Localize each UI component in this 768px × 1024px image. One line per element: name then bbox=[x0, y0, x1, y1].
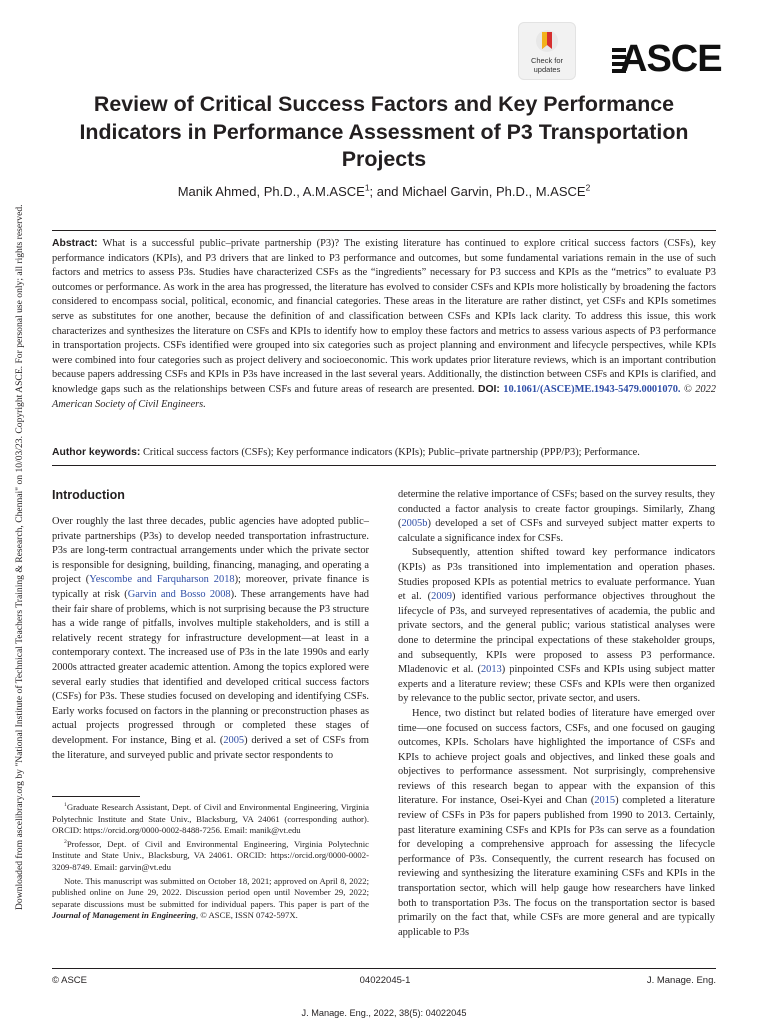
footnote-marker: 2 bbox=[64, 838, 67, 845]
doi-link[interactable]: 10.1061/(ASCE)ME.1943-5479.0001070. bbox=[499, 383, 681, 395]
left-column bbox=[52, 515, 369, 763]
paragraph bbox=[398, 707, 715, 941]
text-run: ) identified various performance objectives throughout the lifecycle of P3s, and surveyed representatives of academia, the public and private sectors, and the general public; various statistical analyses were done to determine the principal expectations of these stakeholder groups, and subsequently, KPIs were proposed to assess P3 performance. Mladenovic et al. ( bbox=[398, 591, 715, 676]
citation-link[interactable]: Garvin and Bosso 2008 bbox=[127, 588, 231, 600]
note-text: , © ASCE, ISSN 0742-597X. bbox=[195, 910, 298, 921]
badge-line-1: Check for bbox=[530, 56, 564, 65]
asce-logo bbox=[612, 38, 732, 82]
text-run: ). These arrangements have had their fair share of problems, which is not surprising because the P3 structure has a wide range of pitfalls, involves multiple stakeholders, and is still a relatively recent strategy for infrastructure development—at least in a contemporary context. The increased use of P3s in the late 1990s and early 2000s attracted greater academic attention. Among the topics explored were several early studies that identified and developed critical success factors (CSFs) for P3s. These studies focused on developing and identifying CSFs. Early works focused on factors in the planning or preconstruction phases as actual projects progressed through or completed these stages of development. For instance, Bing et al. ( bbox=[52, 588, 369, 746]
text-run: ); moreover, private finance is typically at risk ( bbox=[52, 574, 370, 600]
text-run: Subsequently, attention shifted toward key performance indicators (KPIs) as P3s transitioned into implementation and operation phases. Studies proposed KPIs as potential metrics to evaluate performance. Yuan et al. ( bbox=[398, 547, 715, 603]
footnote-marker: 1 bbox=[64, 802, 67, 809]
citation-link[interactable]: 2005 bbox=[223, 734, 245, 746]
right-column bbox=[398, 488, 715, 940]
author-line bbox=[60, 184, 708, 199]
footer-copyright: © ASCE bbox=[52, 975, 87, 986]
author-2-affil: 2 bbox=[585, 182, 591, 193]
text-run: Hence, two distinct but related bodies of literature have emerged over time—one focused on success factors, CSFs, and one focused on gauging outcomes, KPIs. Scholars have highlighted the importance of CSFs and KPIs to achieve project goals and objectives, and linked these goals and objectives to performance assessment. Not surprisingly, comprehensive reviews of this research began to appear with the expansion of this literature. For instance, Osei-Kyei and Chan ( bbox=[398, 707, 715, 807]
download-notice bbox=[2, 130, 25, 910]
abstract bbox=[52, 237, 716, 412]
download-notice-text: Downloaded from ascelibrary.org by "National Institute of Technical Teachers Training & Research, Chennai" on 10/03/23. Copyright ASCE. For personal use only; all rights reserved. bbox=[14, 204, 25, 910]
abstract-top-rule bbox=[52, 230, 716, 231]
text-run: ) pinpointed CSFs and KPIs using subject matter experts and a literature review; these CSFs and KPIs were then organized by relevance to the public sector, private sector, and users. bbox=[398, 664, 715, 705]
citation-link[interactable]: 2013 bbox=[480, 664, 502, 676]
copyright-notice: © 2022 American Society of Civil Engineers. bbox=[52, 383, 716, 410]
paragraph bbox=[398, 546, 715, 707]
keywords-label: Author keywords: bbox=[52, 447, 141, 458]
citation-link[interactable]: 2015 bbox=[594, 795, 616, 807]
manuscript-note bbox=[52, 876, 369, 922]
citation-link[interactable]: 2005b bbox=[401, 518, 428, 530]
author-1: Manik Ahmed, Ph.D., A.M.ASCE bbox=[177, 184, 365, 199]
footer-journal: J. Manage. Eng. bbox=[646, 975, 716, 986]
note-text: Note. This manuscript was submitted on October 18, 2021; approved on April 8, 2022; published online on June 29, 2022. Discussion period open until November 29, 2022; separate discussions must be submitted for individual papers. This paper is part of the bbox=[52, 875, 369, 909]
footnote-rule bbox=[52, 796, 140, 797]
doi-label: DOI: bbox=[477, 383, 500, 395]
keywords-bottom-rule bbox=[52, 465, 716, 466]
check-for-updates-badge[interactable] bbox=[518, 22, 576, 80]
abstract-label: Abstract: bbox=[52, 238, 98, 249]
paragraph bbox=[398, 488, 715, 546]
author-keywords bbox=[52, 446, 716, 460]
badge-line-2: updates bbox=[533, 65, 561, 74]
paper-title: Review of Critical Success Factors and Key Performance Indicators in Performance Assessment of P3 Transportation Projects bbox=[79, 92, 689, 171]
section-heading-introduction: Introduction bbox=[52, 488, 125, 502]
journal-name: Journal of Management in Engineering bbox=[52, 910, 196, 921]
citation-link[interactable]: 2009 bbox=[431, 591, 452, 603]
text-run: determine the relative importance of CSFs; based on the survey results, they conducted a factor analysis to create factor groupings. Similarly, Zhang ( bbox=[398, 489, 715, 530]
abstract-body: What is a successful public–private partnership (P3)? The existing literature has continued to explore critical success factors (CSFs), key performance indicators (KPIs), and P3 drivers that are linked to P3 performance and outcomes, but some fundamental variations remain in the use of such factors and metrics to assess P3s. Studies have characterized CSFs as the “ingredients” necessary for P3 success and KPIs as the “metrics” to evaluate P3 outcomes or performance. As work in the area has progressed, the literature has evolved to consider CSFs and KPIs more holistically by broadening the factors considered to encompass social, political, economic, and financial categories. These areas in the literature are rather distinct, yet CSFs and KPIs sometimes serve as substitutes for one another, because the definition of and classification between CSFs and KPIs lack clarity. To address this issue, this work characterizes and synthesizes the literature on CSFs and KPIs to identify how to employ these factors and metrics to assess various aspects of P3 performance in transportation projects. CSFs identified were grouped into six categories such as project planning and environment and lifecycle perspectives, while KPIs were combined into four categories such as project delivery and socioeconomic. This work updates prior literature reviews, which is an important contribution because papers addressing CSFs and KPIs in P3s have increased in the last several years. Additionally, the distinction between CSFs and KPIs is clarified, and knowledge gaps such as the relationships between CSFs and future areas of research are presented. bbox=[52, 238, 716, 395]
footnotes bbox=[52, 802, 369, 924]
footnote-2 bbox=[52, 839, 369, 874]
asce-logo-text: ASCE bbox=[620, 38, 722, 80]
footnote-1 bbox=[52, 802, 369, 837]
paragraph bbox=[52, 515, 369, 763]
author-1-affil: 1 bbox=[364, 182, 370, 193]
footer-rule bbox=[52, 968, 716, 969]
text-run: ) derived a set of CSFs from the literature, and surveyed public and private sector respondents to bbox=[52, 734, 369, 761]
author-separator: ; and Michael Garvin, Ph.D., M.ASCE bbox=[369, 184, 586, 199]
bookmark-icon bbox=[534, 29, 560, 53]
footnote-text: Professor, Dept. of Civil and Environmental Engineering, Virginia Polytechnic Institute and State Univ., Blacksburg, VA 24061. ORCID: https://orcid.org/0000-0002-3209-8749. Email: garvin@vt.edu bbox=[52, 838, 369, 872]
text-run: ) developed a set of CSFs and surveyed subject matter experts to calculate a significance index for CSFs. bbox=[398, 518, 715, 544]
text-run: ) completed a literature review of CSFs in P3s for papers published from 1990 to 2013. Certainly, past literature examining CSFs and KPIs for P3s can serve as a foundation for developing a comprehensive approach for assessing the lifecycle performance of P3s. Consequently, the current research has focused on reviewing and synthesizing the literature examining CSFs and KPIs in the transportation sector, which will help gauge how researchers have linked both to transportation P3s. The focus on the transportation sector is based primarily on the fact that, while CSFs are more general and are typically applicable to P3s bbox=[398, 795, 715, 938]
footer-page-id: 04022045-1 bbox=[359, 975, 411, 986]
text-run: Over roughly the last three decades, public agencies have adopted public–private partnerships (P3s) to develop needed transportation infrastructure. P3s are long-term contractual arrangements under which the private sector is responsible for designing, building, financing, managing, and operating a project ( bbox=[52, 516, 369, 586]
footnote-text: Graduate Research Assistant, Dept. of Civil and Environmental Engineering, Virginia Polytechnic Institute and State Univ., Blacksburg, VA 24061 (corresponding author). ORCID: https://orcid.org/0000-0002-8488-7256. Email: manik@vt.edu bbox=[52, 802, 369, 836]
keywords-text: Critical success factors (CSFs); Key performance indicators (KPIs); Public–private partnership (PPP/P3); Performance. bbox=[140, 447, 640, 458]
bottom-citation: J. Manage. Eng., 2022, 38(5): 04022045 bbox=[301, 1008, 467, 1018]
citation-link[interactable]: Yescombe and Farquharson 2018 bbox=[89, 574, 235, 586]
